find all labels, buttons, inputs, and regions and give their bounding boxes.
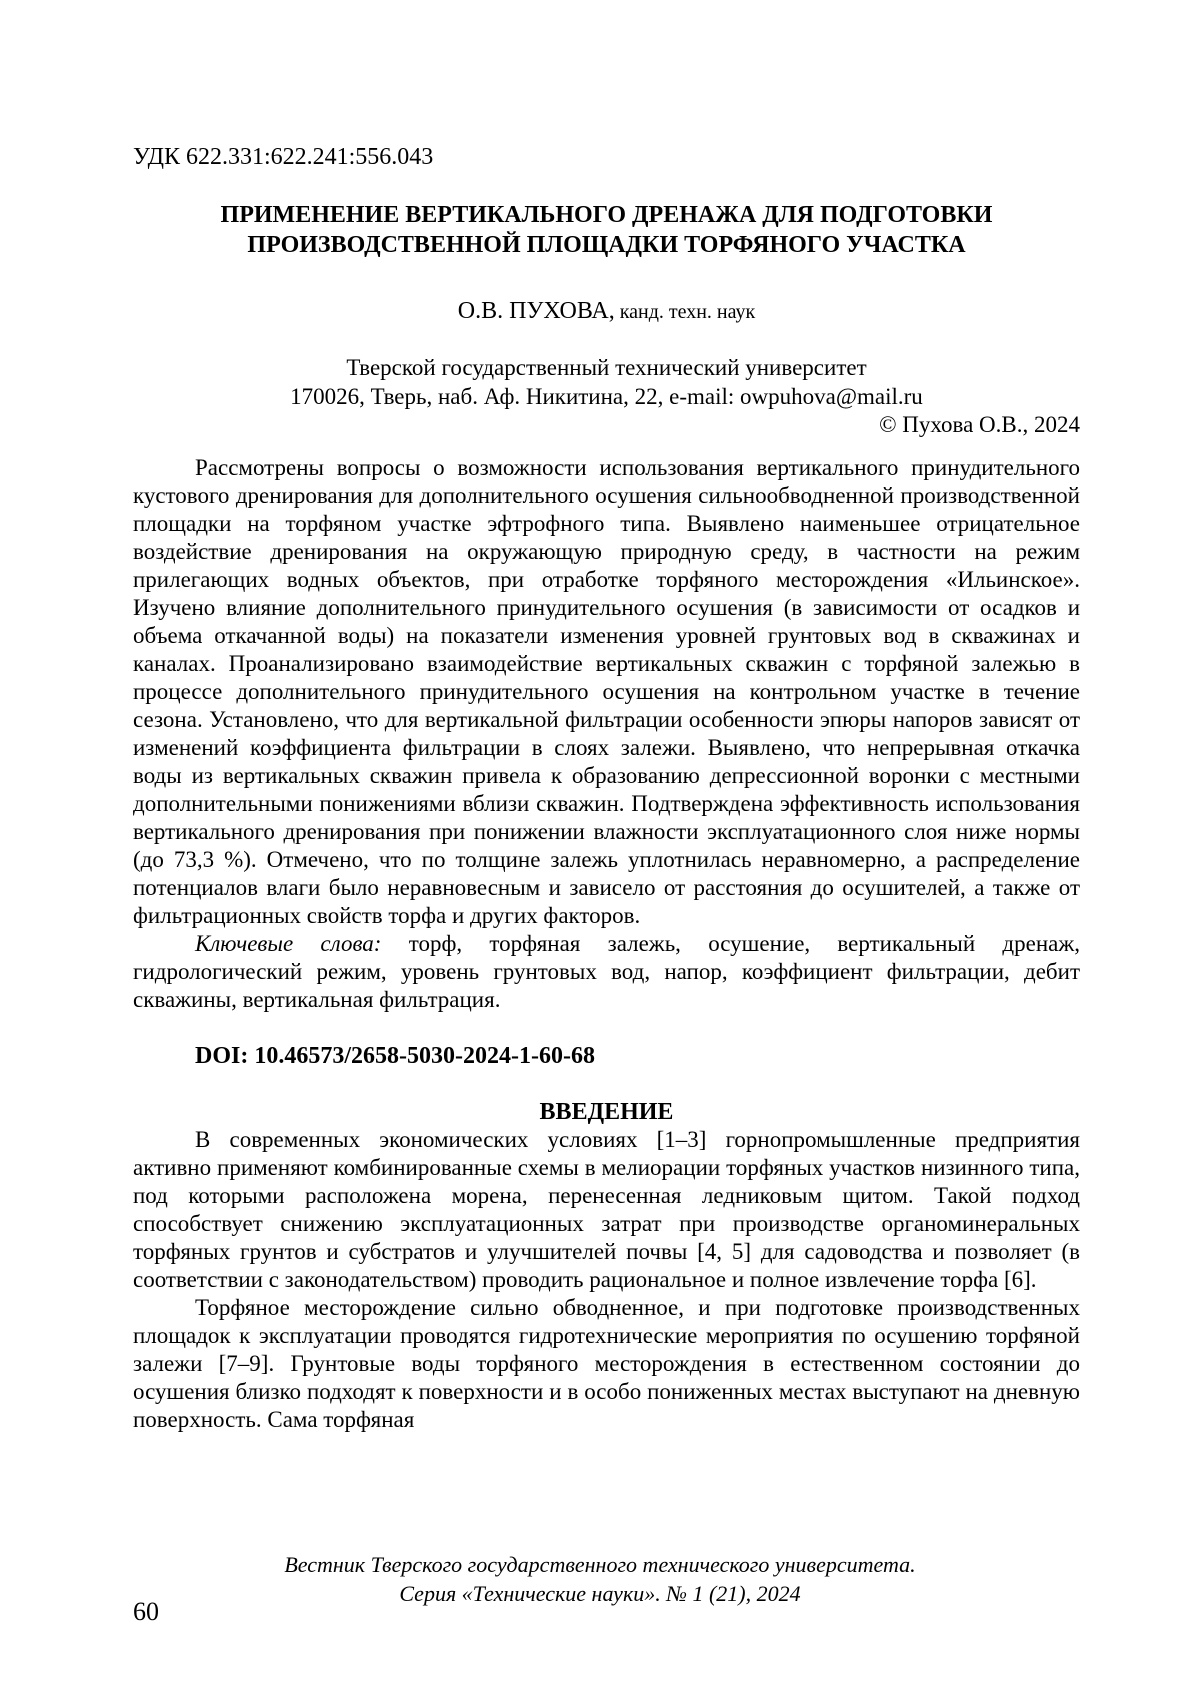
doi-line: DOI: 10.46573/2658-5030-2024-1-60-68 — [195, 1043, 595, 1069]
journal-footer — [0, 1550, 1200, 1608]
keywords-label: Ключевые слова: — [195, 931, 382, 956]
page-number: 60 — [133, 1597, 159, 1626]
journal-footer-title: Вестник Тверского государственного технического университета. — [284, 1552, 916, 1577]
journal-footer-issue: Серия «Технические науки». № 1 (21), 2024 — [399, 1581, 801, 1606]
article-title: ПРИМЕНЕНИЕ ВЕРТИКАЛЬНОГО ДРЕНАЖА ДЛЯ ПОДГОТОВКИ ПРОИЗВОДСТВЕННОЙ ПЛОЩАДКИ ТОРФЯНОГО УЧАСТКА — [220, 202, 993, 258]
section-heading-introduction: ВВЕДЕНИЕ — [539, 1099, 674, 1125]
affiliation-address: 170026, Тверь, наб. Аф. Никитина, 22, e-mail: owpuhova@mail.ru — [290, 384, 923, 409]
copyright-notice: © Пухова О.В., 2024 — [879, 412, 1080, 437]
affiliation-block — [133, 353, 1080, 411]
keywords-paragraph — [133, 930, 1080, 1014]
abstract-text: Рассмотрены вопросы о возможности использования вертикального принудительного кустового дренирования для дополнительного осушения сильнообводненной производственной площадки на торфяном участке эфтрофного типа. Выявлено наименьшее отрицательное воздействие дренирования на окружающую природную среду, в частности на режим прилегающих водных объектов, при отработке торфяного месторождения «Ильинское». Изучено влияние дополнительного принудительного осушения (в зависимости от осадков и объема откачанной воды) на показатели изменения уровней грунтовых вод в скважинах и каналах. Проанализировано взаимодействие вертикальных скважин с торфяной залежью в процессе дополнительного принудительного осушения на контрольном участке в течение сезона. Установлено, что для вертикальной фильтрации особенности эпюры напоров зависят от изменений коэффициента фильтрации в слоях залежи. Выявлено, что непрерывная откачка воды из вертикальных скважин привела к образованию депрессионной воронки с местными дополнительными понижениями вблизи скважин. Подтверждена эффективность использования вертикального дренирования при понижении влажности эксплуатационного слоя ниже нормы (до 73,3 %). Отмечено, что по толщине залежь уплотнилась неравномерно, а распределение потенциалов влаги было неравновесным и зависело от расстояния до осушителей, а также от фильтрационных свойств торфа и других факторов. — [133, 455, 1080, 928]
affiliation-name: Тверской государственный технический университет — [346, 355, 867, 380]
intro-paragraph-1: В современных экономических условиях [1–3] горнопромышленные предприятия активно применяют комбинированные схемы в мелиорации торфяных участков низинного типа, под которыми расположена морена, перенесенная ледниковым щитом. Такой подход способствует снижению эксплуатационных затрат при производстве органоминеральных торфяных грунтов и субстратов и улучшителей почвы [4, 5] для садоводства и позволяет (в соответствии с законодательством) проводить рациональное и полное извлечение торфа [6]. — [133, 1127, 1080, 1292]
udc-code: УДК 622.331:622.241:556.043 — [133, 144, 434, 170]
author-line — [133, 296, 1080, 327]
author-name: О.В. ПУХОВА, — [457, 298, 615, 324]
author-degree: канд. техн. наук — [614, 301, 756, 323]
keywords-text: торф, торфяная залежь, осушение, вертикальный дренаж, гидрологический режим, уровень грунтовых вод, напор, коэффициент фильтрации, дебит скважины, вертикальная фильтрация. — [133, 931, 1081, 1012]
intro-paragraph-2: Торфяное месторождение сильно обводненное, и при подготовке производственных площадок к эксплуатации проводятся гидротехнические мероприятия по осушению торфяной залежи [7–9]. Грунтовые воды торфяного месторождения в естественном состоянии до осушения близко подходят к поверхности и в особо пониженных местах выступают на дневную поверхность. Сама торфяная — [133, 1295, 1080, 1432]
